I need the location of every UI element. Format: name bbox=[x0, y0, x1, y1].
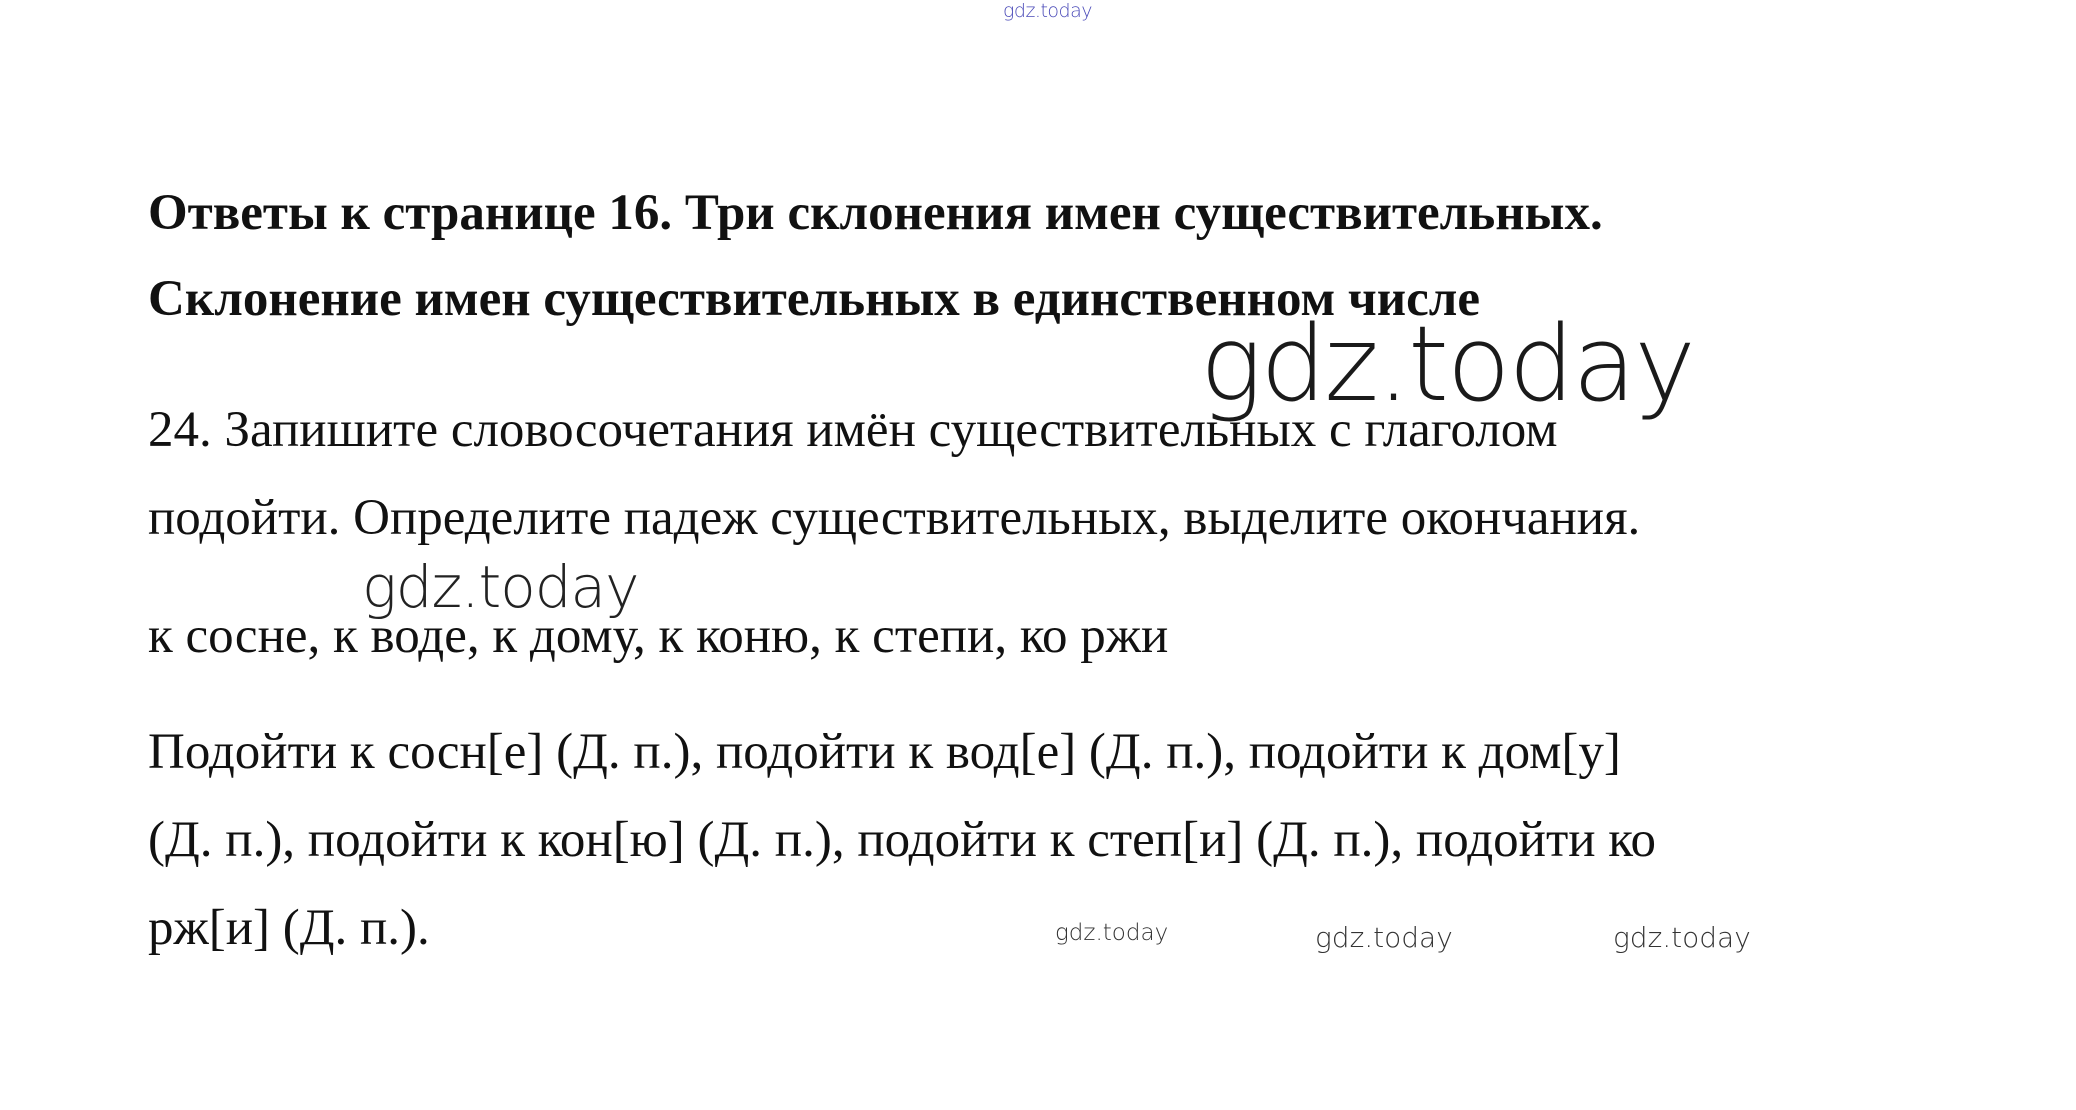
page-title-line-1: Ответы к странице 16. Три склонения имен существительных. bbox=[148, 185, 1603, 241]
watermark-top: gdz.today bbox=[1003, 0, 1092, 22]
word-list: к сосне, к воде, к дому, к коню, к степи, ко ржи bbox=[148, 608, 1169, 664]
page-title bbox=[148, 170, 2048, 342]
task-statement-line-1: 24. Запишите словосочетания имён существительных с глаголом bbox=[148, 402, 1558, 458]
watermark-large: gdz.today bbox=[1200, 303, 1694, 425]
page-title-line-2: Склонение имен существительных в единственном числе bbox=[148, 271, 1481, 327]
watermark-medium: gdz.today bbox=[362, 553, 639, 621]
watermark-small-1: gdz.today bbox=[1055, 920, 1169, 946]
answer-line-2: (Д. п.), подойти к кон[ю] (Д. п.), подойти к степ[и] (Д. п.), подойти ко bbox=[148, 812, 1656, 868]
answer-line-3: рж[и] (Д. п.). bbox=[148, 900, 430, 956]
task-statement-line-2: подойти. Определите падеж существительных, выделите окончания. bbox=[148, 490, 1641, 546]
answer-line-1: Подойти к сосн[е] (Д. п.), подойти к вод[е] (Д. п.), подойти к дом[у] bbox=[148, 724, 1621, 780]
watermark-small-3: gdz.today bbox=[1613, 921, 1751, 954]
task-statement bbox=[148, 386, 2048, 562]
watermark-small-2: gdz.today bbox=[1315, 921, 1453, 954]
